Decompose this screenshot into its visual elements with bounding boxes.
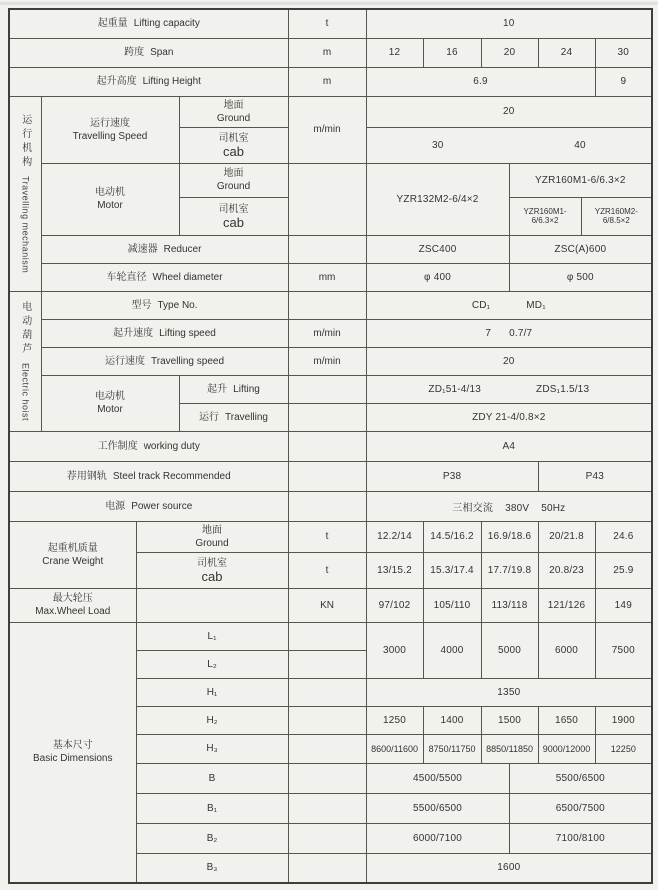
hoist-travelling-speed-value-cell: 20 — [366, 347, 652, 375]
label-en: Travelling Speed — [72, 130, 148, 142]
dimension-h2-value-cell: 1900 — [595, 706, 652, 734]
crane-weight-cab-sublabel-cell — [136, 552, 288, 588]
section-label-zh: 电动葫芦 — [19, 300, 31, 357]
label-en: Type No. — [157, 299, 198, 311]
label-zh: 起升速度 — [113, 327, 154, 339]
scan-artifact — [0, 2, 658, 5]
wheel-diameter-right-value-cell: φ 500 — [509, 263, 652, 291]
label-en: Span — [150, 47, 174, 58]
span-unit-cell: m — [288, 38, 366, 67]
row-steel-track — [9, 461, 652, 491]
value-part: CD₁ — [471, 299, 491, 311]
row-working-duty — [9, 431, 652, 461]
travel-motor-unit-cell — [288, 163, 366, 235]
dimension-h3-value-cell: 8600/11600 — [366, 734, 423, 763]
max-wheel-load-value-cell: 113/118 — [481, 588, 538, 622]
row-hoist-travelling-speed — [9, 347, 652, 375]
label-zh: 车轮直径 — [106, 271, 147, 283]
power-source-unit-cell — [288, 491, 366, 521]
crane-weight-ground-value-cell: 20/21.8 — [538, 521, 595, 552]
dimension-h1-sublabel-cell: H₁ — [136, 678, 288, 706]
hoist-type-value-cell — [366, 291, 652, 319]
row-travel-speed-ground — [9, 96, 652, 127]
label-zh: 减速器 — [127, 243, 158, 255]
hoist-motor-lifting-sublabel-cell — [179, 375, 288, 403]
dimension-b3-unit-cell — [288, 853, 366, 883]
hoist-motor-lifting-value-cell — [366, 375, 652, 403]
travel-speed-ground-value-cell: 20 — [366, 96, 652, 127]
crane-weight-label-cell — [9, 521, 136, 588]
dimension-l-value-cell: 7500 — [595, 622, 652, 678]
row-crane-weight-ground — [9, 521, 652, 552]
label-zh: 运行速度 — [105, 355, 145, 367]
sublabel-en: Ground — [195, 537, 229, 549]
dimension-h2-unit-cell — [288, 706, 366, 734]
section-label-en: Travelling mechanism — [20, 175, 31, 274]
dimension-b1-sublabel-cell: B₁ — [136, 793, 288, 823]
dimension-l1-unit-cell — [288, 622, 366, 650]
max-wheel-load-value-cell: 105/110 — [423, 588, 481, 622]
label-zh: 荐用钢轨 — [66, 470, 107, 482]
max-wheel-load-label-cell — [9, 588, 136, 622]
sublabel-en: Lifting — [233, 383, 260, 395]
electric-hoist-section-cell — [9, 291, 41, 431]
value-part: 0.7/7 — [509, 327, 533, 339]
hoist-motor-lifting-unit-cell — [288, 375, 366, 403]
basic-dimensions-label-cell — [9, 622, 136, 883]
value-part: 7 — [485, 327, 492, 339]
lifting-capacity-label-cell — [9, 9, 288, 38]
row-max-wheel-load — [9, 588, 652, 622]
sublabel-zh: 地面 — [202, 524, 223, 536]
travel-motor-ground-sublabel-cell — [179, 163, 288, 197]
travel-speed-ground-sublabel-cell — [179, 96, 288, 127]
travel-motor-cab-sublabel-cell — [179, 197, 288, 235]
dimension-b2-value-cell: 6000/7100 — [366, 823, 509, 853]
value-part: ZDS₁1.5/13 — [536, 383, 590, 395]
sublabel-en: Ground — [216, 112, 251, 124]
hoist-lifting-speed-value-cell — [366, 319, 652, 347]
label-zh: 工作制度 — [97, 440, 138, 452]
max-wheel-load-value-cell: 97/102 — [366, 588, 423, 622]
section-label-zh: 运行机构 — [19, 113, 31, 170]
dimension-b2-value-cell: 7100/8100 — [509, 823, 652, 853]
dimension-b-value-cell: 4500/5500 — [366, 763, 509, 793]
travel-motor-label-cell — [41, 163, 179, 235]
crane-weight-ground-unit-cell: t — [288, 521, 366, 552]
dimension-h3-value-cell: 9000/12000 — [538, 734, 595, 763]
lifting-height-label-cell — [9, 67, 288, 96]
section-label-en: Electric hoist — [20, 362, 31, 422]
hoist-lifting-speed-label-cell — [41, 319, 288, 347]
sublabel-en: cab — [223, 143, 244, 159]
hoist-travelling-speed-label-cell — [41, 347, 288, 375]
steel-track-unit-cell — [288, 461, 366, 491]
label-en: Lifting capacity — [133, 18, 200, 30]
hoist-type-label-cell — [41, 291, 288, 319]
crane-weight-cab-value-cell: 25.9 — [595, 552, 652, 588]
label-en: Motor — [97, 200, 123, 211]
sublabel-zh: 地面 — [223, 99, 244, 111]
row-lifting-capacity — [9, 9, 652, 38]
label-zh: 运行速度 — [90, 117, 130, 129]
row-hoist-lifting-speed — [9, 319, 652, 347]
dimension-b2-unit-cell — [288, 823, 366, 853]
hoist-motor-travelling-unit-cell — [288, 403, 366, 431]
label-zh: 跨度 — [124, 47, 145, 58]
label-zh: 起重机质量 — [47, 542, 98, 554]
row-wheel-diameter — [9, 263, 652, 291]
hoist-travelling-speed-unit-cell: m/min — [288, 347, 366, 375]
sublabel-en: cab — [223, 214, 244, 230]
row-hoist-motor-lifting — [9, 375, 652, 403]
row-reducer — [9, 235, 652, 263]
row-hoist-type — [9, 291, 652, 319]
value-part: MD₁ — [526, 299, 546, 311]
span-value-cell: 24 — [538, 38, 595, 67]
label-en: working duty — [143, 440, 200, 452]
power-source-label-cell — [9, 491, 288, 521]
travel-motor-left-value-cell: YZR132M2-6/4×2 — [366, 163, 509, 235]
crane-weight-cab-value-cell: 15.3/17.4 — [423, 552, 481, 588]
sublabel-zh: 司机室 — [218, 203, 249, 215]
hoist-motor-travelling-sublabel-cell — [179, 403, 288, 431]
value-part: ZD₁51-4/13 — [428, 383, 482, 395]
label-en: Steel track Recommended — [112, 470, 231, 482]
dimension-h3-sublabel-cell: H₃ — [136, 734, 288, 763]
dimension-h2-value-cell: 1650 — [538, 706, 595, 734]
crane-weight-cab-value-cell: 17.7/19.8 — [481, 552, 538, 588]
travel-speed-cab-left-value-cell: 30 — [366, 127, 509, 163]
travel-motor-right-top-value-cell: YZR160M1-6/6.3×2 — [509, 163, 652, 197]
lifting-height-main-value-cell: 6.9 — [366, 67, 595, 96]
row-lifting-height — [9, 67, 652, 96]
dimension-h3-unit-cell — [288, 734, 366, 763]
dimension-h2-sublabel-cell: H₂ — [136, 706, 288, 734]
hoist-motor-travelling-value-cell: ZDY 21-4/0.8×2 — [366, 403, 652, 431]
hoist-type-unit-cell — [288, 291, 366, 319]
span-value-cell: 12 — [366, 38, 423, 67]
dimension-b3-sublabel-cell: B₃ — [136, 853, 288, 883]
dimension-l2-sublabel-cell: L₂ — [136, 650, 288, 678]
label-en: Basic Dimensions — [33, 753, 113, 765]
sublabel-en: cab — [201, 568, 223, 584]
value-part: 50Hz — [541, 502, 566, 514]
label-en: Max.Wheel Load — [35, 606, 111, 617]
crane-weight-ground-sublabel-cell — [136, 521, 288, 552]
travel-speed-unit-cell: m/min — [288, 96, 366, 163]
hoist-motor-label-cell — [41, 375, 179, 431]
span-value-cell: 16 — [423, 38, 481, 67]
max-wheel-load-value-cell: 149 — [595, 588, 652, 622]
label-en: Travelling speed — [151, 355, 225, 367]
crane-specification-table — [8, 8, 653, 884]
dimension-b-unit-cell — [288, 763, 366, 793]
reducer-right-value-cell: ZSC(A)600 — [509, 235, 652, 263]
label-zh: 最大轮压 — [52, 593, 93, 604]
span-value-cell: 20 — [481, 38, 538, 67]
label-zh: 电动机 — [95, 391, 125, 402]
label-en: Crane Weight — [42, 555, 104, 567]
dimension-h3-value-cell: 8850/11850 — [481, 734, 538, 763]
row-span — [9, 38, 652, 67]
dimension-h2-value-cell: 1250 — [366, 706, 423, 734]
reducer-unit-cell — [288, 235, 366, 263]
dimension-l1-sublabel-cell: L₁ — [136, 622, 288, 650]
max-wheel-load-value-cell: 121/126 — [538, 588, 595, 622]
lifting-height-last-value-cell: 9 — [595, 67, 652, 96]
lifting-height-unit-cell: m — [288, 67, 366, 96]
dimension-b1-value-cell: 6500/7500 — [509, 793, 652, 823]
crane-weight-ground-value-cell: 12.2/14 — [366, 521, 423, 552]
dimension-b1-value-cell: 5500/6500 — [366, 793, 509, 823]
dimension-h2-value-cell: 1500 — [481, 706, 538, 734]
hoist-lifting-speed-unit-cell: m/min — [288, 319, 366, 347]
max-wheel-load-blank-cell — [136, 588, 288, 622]
steel-track-label-cell — [9, 461, 288, 491]
dimension-h3-value-cell: 8750/11750 — [423, 734, 481, 763]
travel-speed-cab-sublabel-cell — [179, 127, 288, 163]
sublabel-zh: 地面 — [223, 168, 244, 179]
dimension-l-value-cell: 6000 — [538, 622, 595, 678]
sublabel-zh: 司机室 — [218, 132, 249, 144]
dimension-b1-unit-cell — [288, 793, 366, 823]
power-source-value-cell — [366, 491, 652, 521]
label-en: Wheel diameter — [152, 271, 223, 283]
wheel-diameter-label-cell — [41, 263, 288, 291]
steel-track-left-value-cell: P38 — [366, 461, 538, 491]
lifting-capacity-unit-cell: t — [288, 9, 366, 38]
crane-weight-cab-value-cell: 13/15.2 — [366, 552, 423, 588]
span-label-cell — [9, 38, 288, 67]
lifting-capacity-value-cell: 10 — [366, 9, 652, 38]
label-en: Power source — [131, 500, 193, 512]
label-zh: 起重量 — [97, 18, 128, 30]
wheel-diameter-unit-cell: mm — [288, 263, 366, 291]
working-duty-unit-cell — [288, 431, 366, 461]
travel-motor-right-bottom-left-value-cell: YZR160M1-6/6.3×2 — [509, 197, 581, 235]
dimension-l-value-cell: 4000 — [423, 622, 481, 678]
dimension-h1-unit-cell — [288, 678, 366, 706]
travel-speed-label-cell — [41, 96, 179, 163]
label-zh: 电源 — [105, 500, 126, 512]
crane-weight-ground-value-cell: 24.6 — [595, 521, 652, 552]
reducer-label-cell — [41, 235, 288, 263]
sublabel-zh: 起升 — [207, 383, 228, 395]
label-en: Lifting Height — [142, 76, 201, 87]
dimension-h3-value-cell: 12250 — [595, 734, 652, 763]
max-wheel-load-unit-cell: KN — [288, 588, 366, 622]
dimension-b3-value-cell: 1600 — [366, 853, 652, 883]
dimension-b2-sublabel-cell: B₂ — [136, 823, 288, 853]
steel-track-right-value-cell: P43 — [538, 461, 652, 491]
travel-motor-right-bottom-right-value-cell: YZR160M2-6/8.5×2 — [581, 197, 652, 235]
dimension-h1-value-cell: 1350 — [366, 678, 652, 706]
dimension-l-value-cell: 3000 — [366, 622, 423, 678]
sublabel-zh: 司机室 — [197, 557, 228, 569]
label-en: Reducer — [163, 243, 202, 255]
sublabel-zh: 运行 — [199, 411, 220, 423]
working-duty-label-cell — [9, 431, 288, 461]
crane-weight-ground-value-cell: 14.5/16.2 — [423, 521, 481, 552]
label-zh: 起升高度 — [96, 76, 137, 87]
label-en: Motor — [97, 404, 123, 415]
value-part: 380V — [505, 502, 530, 514]
dimension-b-value-cell: 5500/6500 — [509, 763, 652, 793]
span-value-cell: 30 — [595, 38, 652, 67]
reducer-left-value-cell: ZSC400 — [366, 235, 509, 263]
row-power-source — [9, 491, 652, 521]
wheel-diameter-left-value-cell: φ 400 — [366, 263, 509, 291]
crane-weight-ground-value-cell: 16.9/18.6 — [481, 521, 538, 552]
dimension-l-value-cell: 5000 — [481, 622, 538, 678]
row-travel-motor-ground — [9, 163, 652, 197]
working-duty-value-cell: A4 — [366, 431, 652, 461]
label-zh: 型号 — [131, 299, 152, 311]
sublabel-en: Ground — [216, 181, 251, 192]
crane-weight-cab-unit-cell: t — [288, 552, 366, 588]
travel-speed-cab-right-value-cell: 40 — [509, 127, 652, 163]
value-part: 三相交流 — [452, 502, 494, 514]
sublabel-en: Travelling — [225, 411, 268, 423]
dimension-l2-unit-cell — [288, 650, 366, 678]
label-en: Lifting speed — [159, 327, 216, 339]
dimension-b-sublabel-cell: B — [136, 763, 288, 793]
travelling-mechanism-section-cell — [9, 96, 41, 291]
dimension-h2-value-cell: 1400 — [423, 706, 481, 734]
row-dimension-l1 — [9, 622, 652, 650]
crane-weight-cab-value-cell: 20.8/23 — [538, 552, 595, 588]
label-zh: 电动机 — [95, 187, 125, 198]
label-zh: 基本尺寸 — [52, 740, 93, 752]
